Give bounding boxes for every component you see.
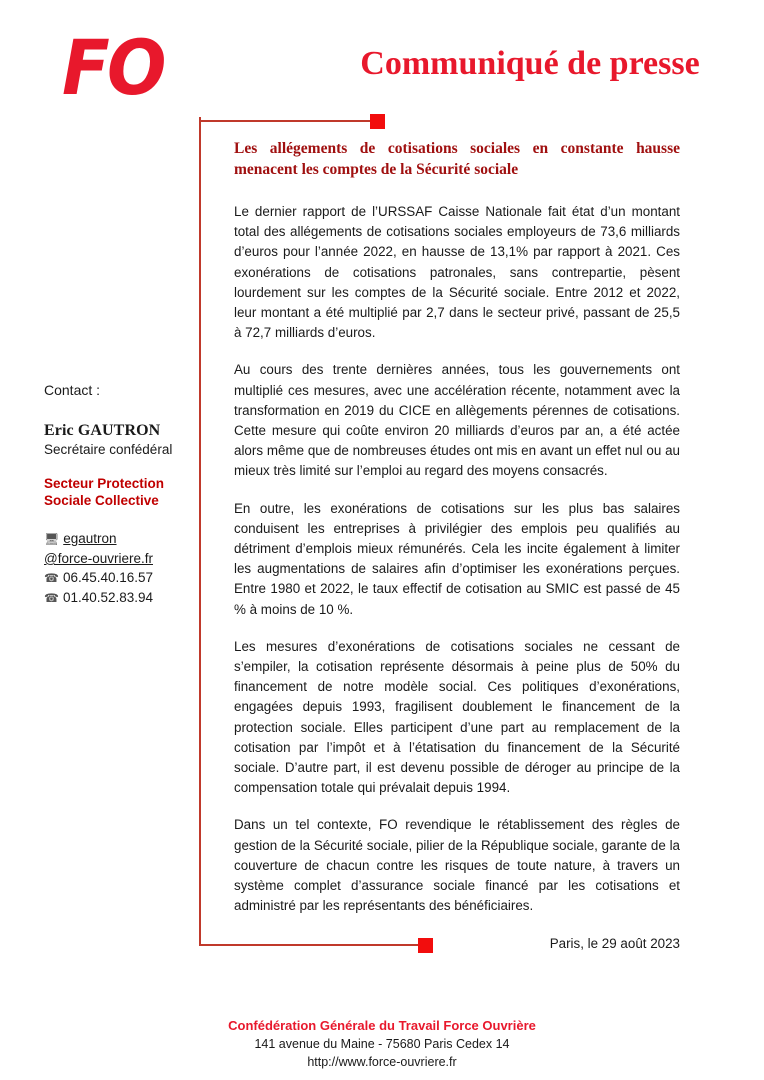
contact-phone-office: 01.40.52.83.94	[62, 590, 154, 605]
contact-block	[44, 382, 194, 608]
frame-top-rule	[199, 120, 371, 122]
article-paragraph: Au cours des trente dernières années, tous les gouvernements ont multiplié ces mesures, avec une accélération récente, notamment avec la transformation en 2019 du CICE en allègements pérennes de cotisations. Cette mesure qui coûte environ 20 milliards d’euros par an, a été actée alors même que de nombreuses études ont mis en avant un effet nul ou au mieux très limité sur l’emploi au regard des moyens consacrés.	[234, 362, 680, 479]
contact-email-domain[interactable]: @force-ouvriere.fr	[44, 551, 153, 566]
contact-email-user[interactable]: egautron	[63, 531, 117, 546]
footer	[0, 1016, 764, 1071]
contact-phone-mobile-row	[44, 568, 194, 588]
article-headline: Les allégements de cotisations sociales en constante hausse menacent les comptes de la Sécurité sociale	[234, 140, 680, 178]
contact-phone-office-row	[44, 588, 194, 608]
dateline: Paris, le 29 août 2023	[549, 936, 680, 951]
frame-bottom-rule	[199, 944, 421, 946]
contact-role: Secrétaire confédéral	[44, 442, 173, 457]
frame-top-square-marker	[370, 114, 385, 129]
contact-email-domain-row[interactable]	[44, 549, 194, 568]
page-title: Communiqué de presse	[360, 45, 700, 82]
footer-organization: Confédération Générale du Travail Force Ouvrière	[228, 1018, 536, 1033]
contact-department	[44, 475, 194, 509]
article-paragraph: Dans un tel contexte, FO revendique le rétablissement des règles de gestion de la Sécurité sociale, pilier de la République sociale, garante de la couverture de chacun contre les risques de toute nature, à travers un système complet d’assurance sociale financé par les cotisations et administré par les représentants des bénéficiaires.	[234, 817, 680, 914]
frame-left-rule	[199, 117, 201, 946]
telephone-icon: ☎	[44, 571, 59, 585]
contact-label: Contact :	[44, 382, 101, 398]
contact-email-row[interactable]	[44, 529, 194, 549]
contact-department-line-2: Sociale Collective	[44, 493, 159, 508]
contact-department-line-1: Secteur Protection	[44, 476, 165, 491]
article-paragraph: Le dernier rapport de l’URSSAF Caisse Nationale fait état d’un montant total des allégements de cotisations sociales employeurs de 73,6 milliards d’euros pour l’année 2022, en hausse de 13,1% par rapport à 2021. Ces exonérations de cotisations patronales, sans contrepartie, pèsent lourdement sur les comptes de la Sécurité sociale. Entre 2012 et 2022, leur montant a été multiplié par 2,7 dans le secteur privé, passant de 25,5 à 72,7 milliards d’euros.	[234, 204, 680, 341]
footer-address: 141 avenue du Maine - 75680 Paris Cedex 14	[254, 1037, 510, 1051]
article-paragraph: En outre, les exonérations de cotisations sur les plus bas salaires conduisent les entreprises à privilégier des emplois peu qualifiés au détriment d’emplois mieux rémunérés. Cela les incite également à limiter les augmentations de salaires afin d’optimiser les exonérations perçues. Entre 1980 et 2022, le taux effectif de cotisation au SMIC est passé de 45 % à moins de 10 %.	[234, 500, 680, 617]
article-body	[234, 138, 680, 934]
frame-bottom-square-marker	[418, 938, 433, 953]
contact-email[interactable]	[63, 529, 116, 548]
footer-url[interactable]: http://www.force-ouvriere.fr	[307, 1055, 457, 1069]
article-paragraph: Les mesures d’exonérations de cotisations sociales ne cessant de s’empiler, la cotisation représente désormais à peine plus de 50% du financement de notre modèle social. Ces politiques d’exonérations, engagées depuis 1993, fragilisent doublement le financement de la protection sociale. Elles participent d’une part au remplacement de la cotisation par l’impôt et à l’étatisation du financement de la Sécurité sociale. D’autre part, il est devenu possible de déroger au principe de la compensation totale qui prévalait depuis 1994.	[234, 638, 680, 796]
computer-icon: 🖥	[44, 532, 60, 546]
fo-logo	[62, 23, 182, 112]
contact-name: Eric GAUTRON	[44, 422, 161, 439]
contact-phone-mobile: 06.45.40.16.57	[62, 570, 154, 585]
telephone-icon: ☎	[44, 591, 59, 605]
fo-logo-text: FO	[62, 23, 164, 112]
